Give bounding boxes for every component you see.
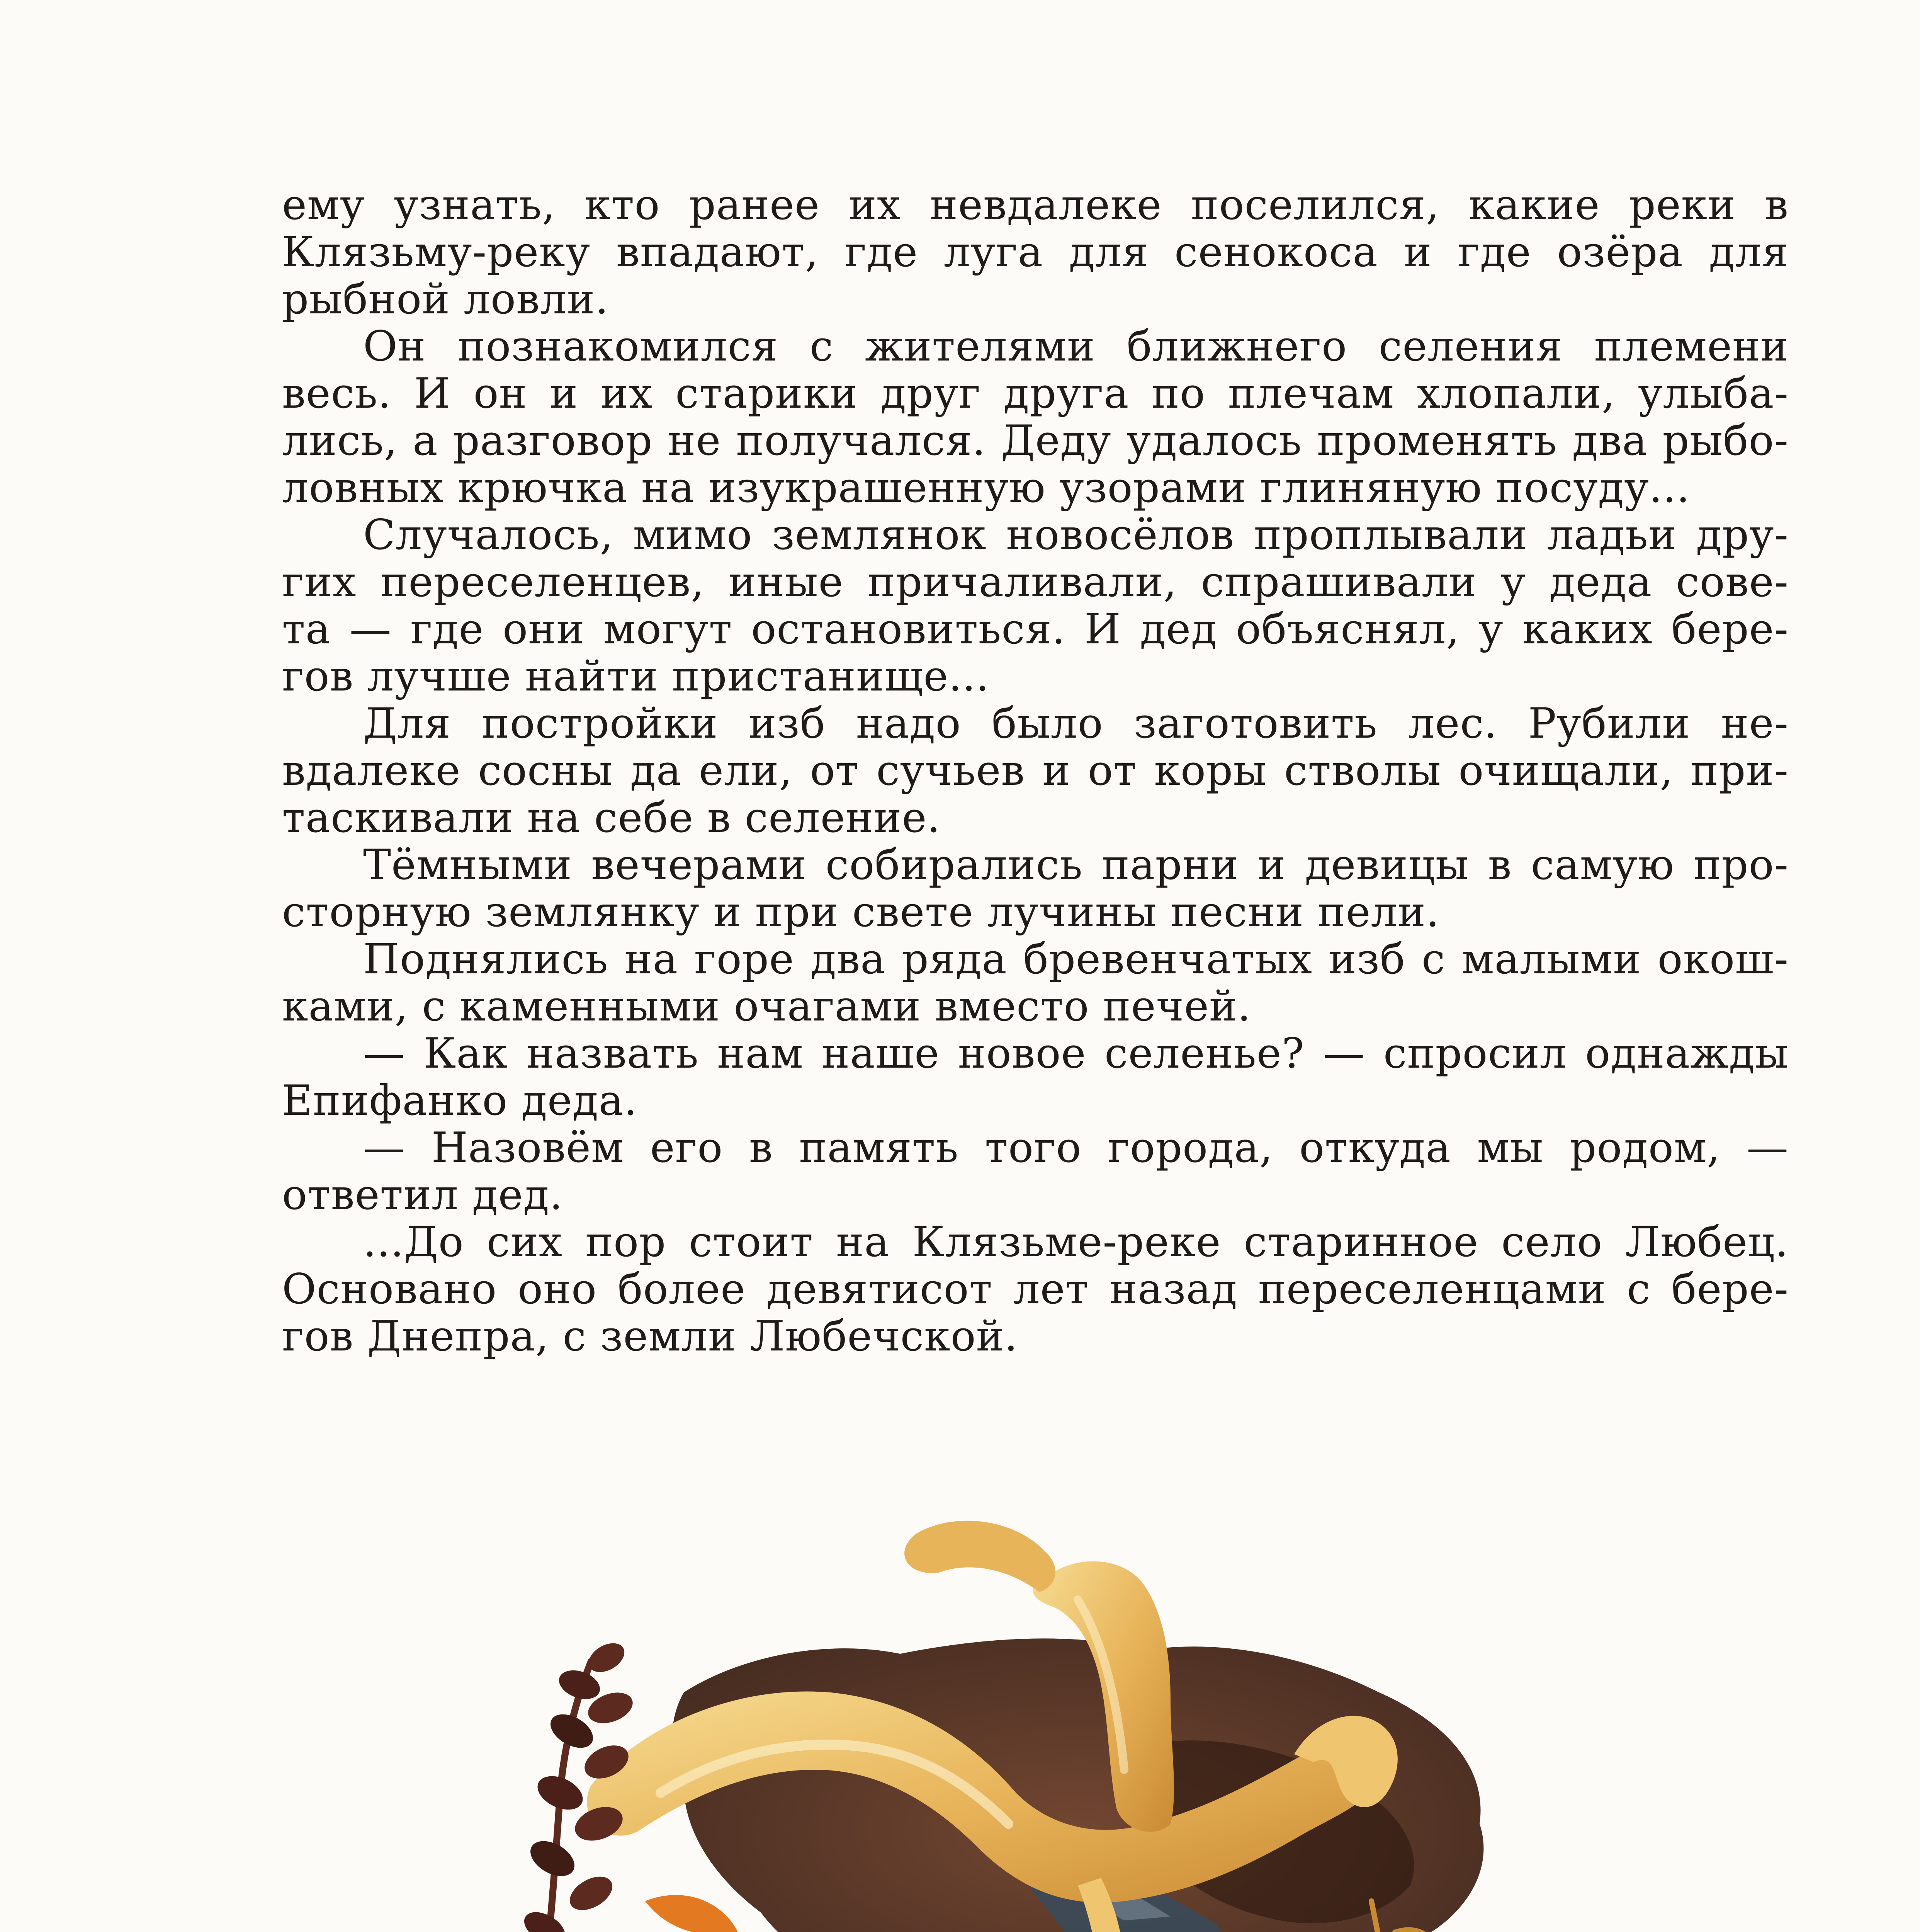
text-line: Епифанко деда. (282, 1077, 638, 1125)
text-line: ...До сих пор стоит на Клязьме-реке старинное село Любец. (363, 1218, 1789, 1266)
text-line: Случалось, мимо землянок новосёлов проплывали ладьи дру- (363, 511, 1789, 559)
text-line: ему узнать, кто ранее их невдалеке поселился, какие реки в (282, 181, 1789, 229)
text-line: та — где они могут остановиться. И дед объяснял, у каких бере- (282, 605, 1789, 653)
paragraph (282, 1219, 1789, 1360)
text-line: Тёмными вечерами собирались парни и девицы в самую про- (363, 841, 1789, 889)
text-line: Клязьму-реку впадают, где луга для сенокоса и где озёра для (282, 228, 1789, 276)
text-line: рыбной ловли. (282, 275, 609, 323)
text-line: Для постройки изб надо было заготовить лес. Рубили не- (363, 699, 1789, 748)
text-line: гов лучше найти пристанище... (282, 652, 990, 701)
paragraph (282, 512, 1789, 700)
text-line: ответил дед. (282, 1171, 563, 1219)
text-line: сторную землянку и при свете лучины песни пели. (282, 888, 1440, 936)
text-line: гов Днепра, с земли Любечской. (282, 1312, 1018, 1361)
paragraph (282, 1124, 1789, 1219)
text-line: таскивали на себе в селение. (282, 794, 941, 842)
paragraph (282, 700, 1789, 842)
antler-tine-upright-top (904, 1521, 1055, 1592)
text-line: — Назовём его в память того города, откуда мы родом, — (363, 1124, 1789, 1172)
text-line: гих переселенцев, иные причаливали, спрашивали у деда сове- (282, 558, 1789, 606)
text-line: Он познакомился с жителями ближнего селения племени (363, 322, 1789, 371)
text-line: ловных крючка на изукрашенную узорами глиняную посуду... (282, 464, 1690, 512)
paragraph (282, 323, 1789, 512)
paragraph (282, 1030, 1789, 1124)
text-line: — Как назвать нам наше новое селенье? — спросил однажды (363, 1029, 1789, 1078)
text-line: лись, а разговор не получался. Деду удалось променять два рыбо- (282, 417, 1789, 465)
text-line: весь. И он и их старики друг друга по плечам хлопали, улыба- (282, 369, 1789, 418)
text-line: Поднялись на горе два ряда бревенчатых изб с малыми окош- (363, 935, 1789, 983)
antler-illustration (444, 1476, 1642, 1932)
text-line: Основано оно более девятисот лет назад переселенцами с бере- (282, 1265, 1789, 1313)
body-text (282, 182, 1789, 1360)
paragraph (282, 936, 1789, 1030)
antler-and-plants-icon (444, 1476, 1642, 1932)
text-line: вдалеке сосны да ели, от сучьев и от коры стволы очищали, при- (282, 747, 1789, 795)
paragraph (282, 182, 1789, 323)
text-line: ками, с каменными очагами вместо печей. (282, 982, 1251, 1031)
paragraph (282, 842, 1789, 936)
